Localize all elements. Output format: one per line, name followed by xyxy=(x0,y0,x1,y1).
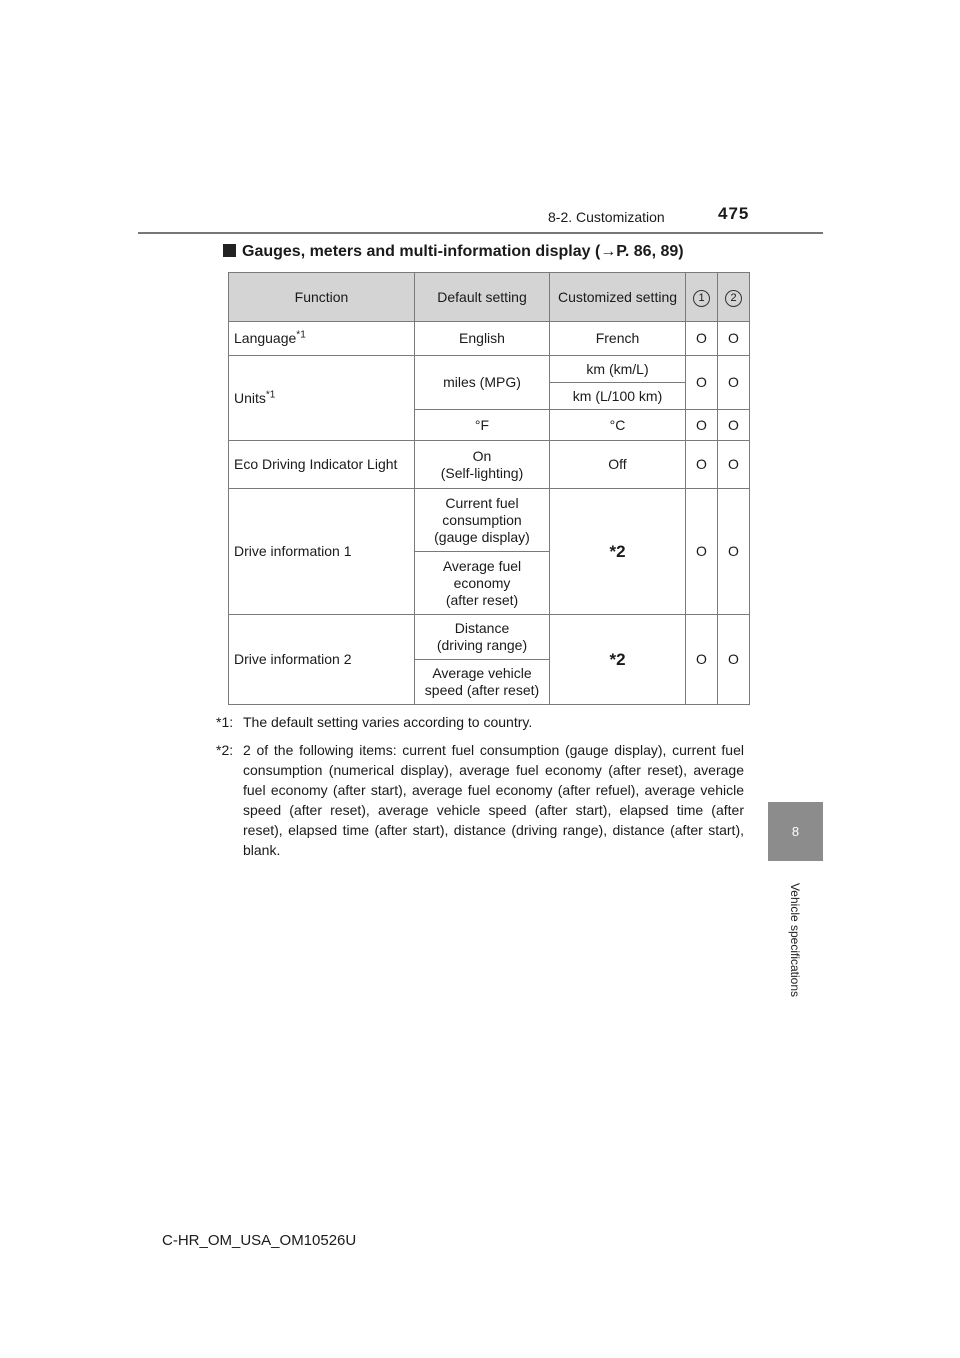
square-bullet-icon xyxy=(223,244,236,257)
footnote-2 xyxy=(216,740,744,860)
mark-cell: O xyxy=(686,322,718,356)
section-title xyxy=(223,243,684,261)
default-cell: miles (MPG) xyxy=(415,356,550,410)
footnote-text: 2 of the following items: current fuel consumption (gauge display), current fuel consumption (numerical display), average fuel economy (after reset), average fuel economy (after start), average fuel economy (after refuel), average vehicle speed (after reset), average vehicle speed (after start), elapsed time (after reset), elapsed time (after start), distance (driving range), distance (after start), blank. xyxy=(243,742,744,858)
footnote-marker: *2: xyxy=(216,742,234,758)
mark-cell: O xyxy=(686,489,718,615)
default-cell: Average fuel economy (after reset) xyxy=(415,552,550,615)
table-row xyxy=(229,322,750,356)
running-header: 8-2. Customization xyxy=(548,209,665,225)
mark-cell: O xyxy=(686,356,718,410)
header-divider xyxy=(138,232,823,234)
mark-cell: O xyxy=(718,410,750,441)
custom-cell: Off xyxy=(550,441,686,489)
page-number: 475 xyxy=(718,204,750,223)
mark-cell: O xyxy=(686,410,718,441)
custom-cell: *2 xyxy=(550,489,686,615)
header-col-2 xyxy=(718,273,750,322)
table-row xyxy=(229,356,750,383)
custom-cell: °C xyxy=(550,410,686,441)
custom-cell: *2 xyxy=(550,615,686,705)
default-cell: °F xyxy=(415,410,550,441)
mark-cell: O xyxy=(718,615,750,705)
circled-1-icon: 1 xyxy=(693,290,710,307)
custom-cell: km (L/100 km) xyxy=(550,383,686,410)
default-cell: English xyxy=(415,322,550,356)
footnote-1 xyxy=(216,712,744,732)
section-title-text: Gauges, meters and multi-information display (→P. 86, 89) xyxy=(242,243,684,260)
mark-cell: O xyxy=(686,441,718,489)
table-header-row xyxy=(229,273,750,322)
header-function: Function xyxy=(229,273,415,322)
function-cell: Drive information 2 xyxy=(229,615,415,705)
table-row xyxy=(229,441,750,489)
footnote-ref: *1 xyxy=(265,388,276,400)
table-row xyxy=(229,489,750,552)
default-cell: Current fuel consumption (gauge display) xyxy=(415,489,550,552)
footnote-ref: *1 xyxy=(296,329,306,341)
footnote-marker: *1: xyxy=(216,714,234,730)
footnote-text: The default setting varies according to country. xyxy=(243,714,533,730)
chapter-label: Vehicle specifications xyxy=(788,882,802,998)
default-cell: On (Self-lighting) xyxy=(415,441,550,489)
custom-cell: French xyxy=(550,322,686,356)
custom-cell: km (km/L) xyxy=(550,356,686,383)
function-cell: Drive information 1 xyxy=(229,489,415,615)
default-cell: Average vehicle speed (after reset) xyxy=(415,660,550,705)
function-cell: Eco Driving Indicator Light xyxy=(229,441,415,489)
function-cell: Units$^{*1}$ xyxy=(229,356,415,441)
mark-cell: O xyxy=(718,489,750,615)
mark-cell: O xyxy=(718,356,750,410)
default-cell: Distance (driving range) xyxy=(415,615,550,660)
table-row xyxy=(229,615,750,660)
customization-table xyxy=(228,272,750,705)
header-default-setting: Default setting xyxy=(415,273,550,322)
mark-cell: O xyxy=(686,615,718,705)
header-col-1 xyxy=(686,273,718,322)
circled-2-icon: 2 xyxy=(725,290,742,307)
header-customized-setting: Customized setting xyxy=(550,273,686,322)
chapter-tab: 8 xyxy=(768,802,823,861)
mark-cell: O xyxy=(718,322,750,356)
mark-cell: O xyxy=(718,441,750,489)
function-cell: Language$^{*1}$ xyxy=(229,322,415,356)
document-code: C-HR_OM_USA_OM10526U xyxy=(162,1232,357,1249)
